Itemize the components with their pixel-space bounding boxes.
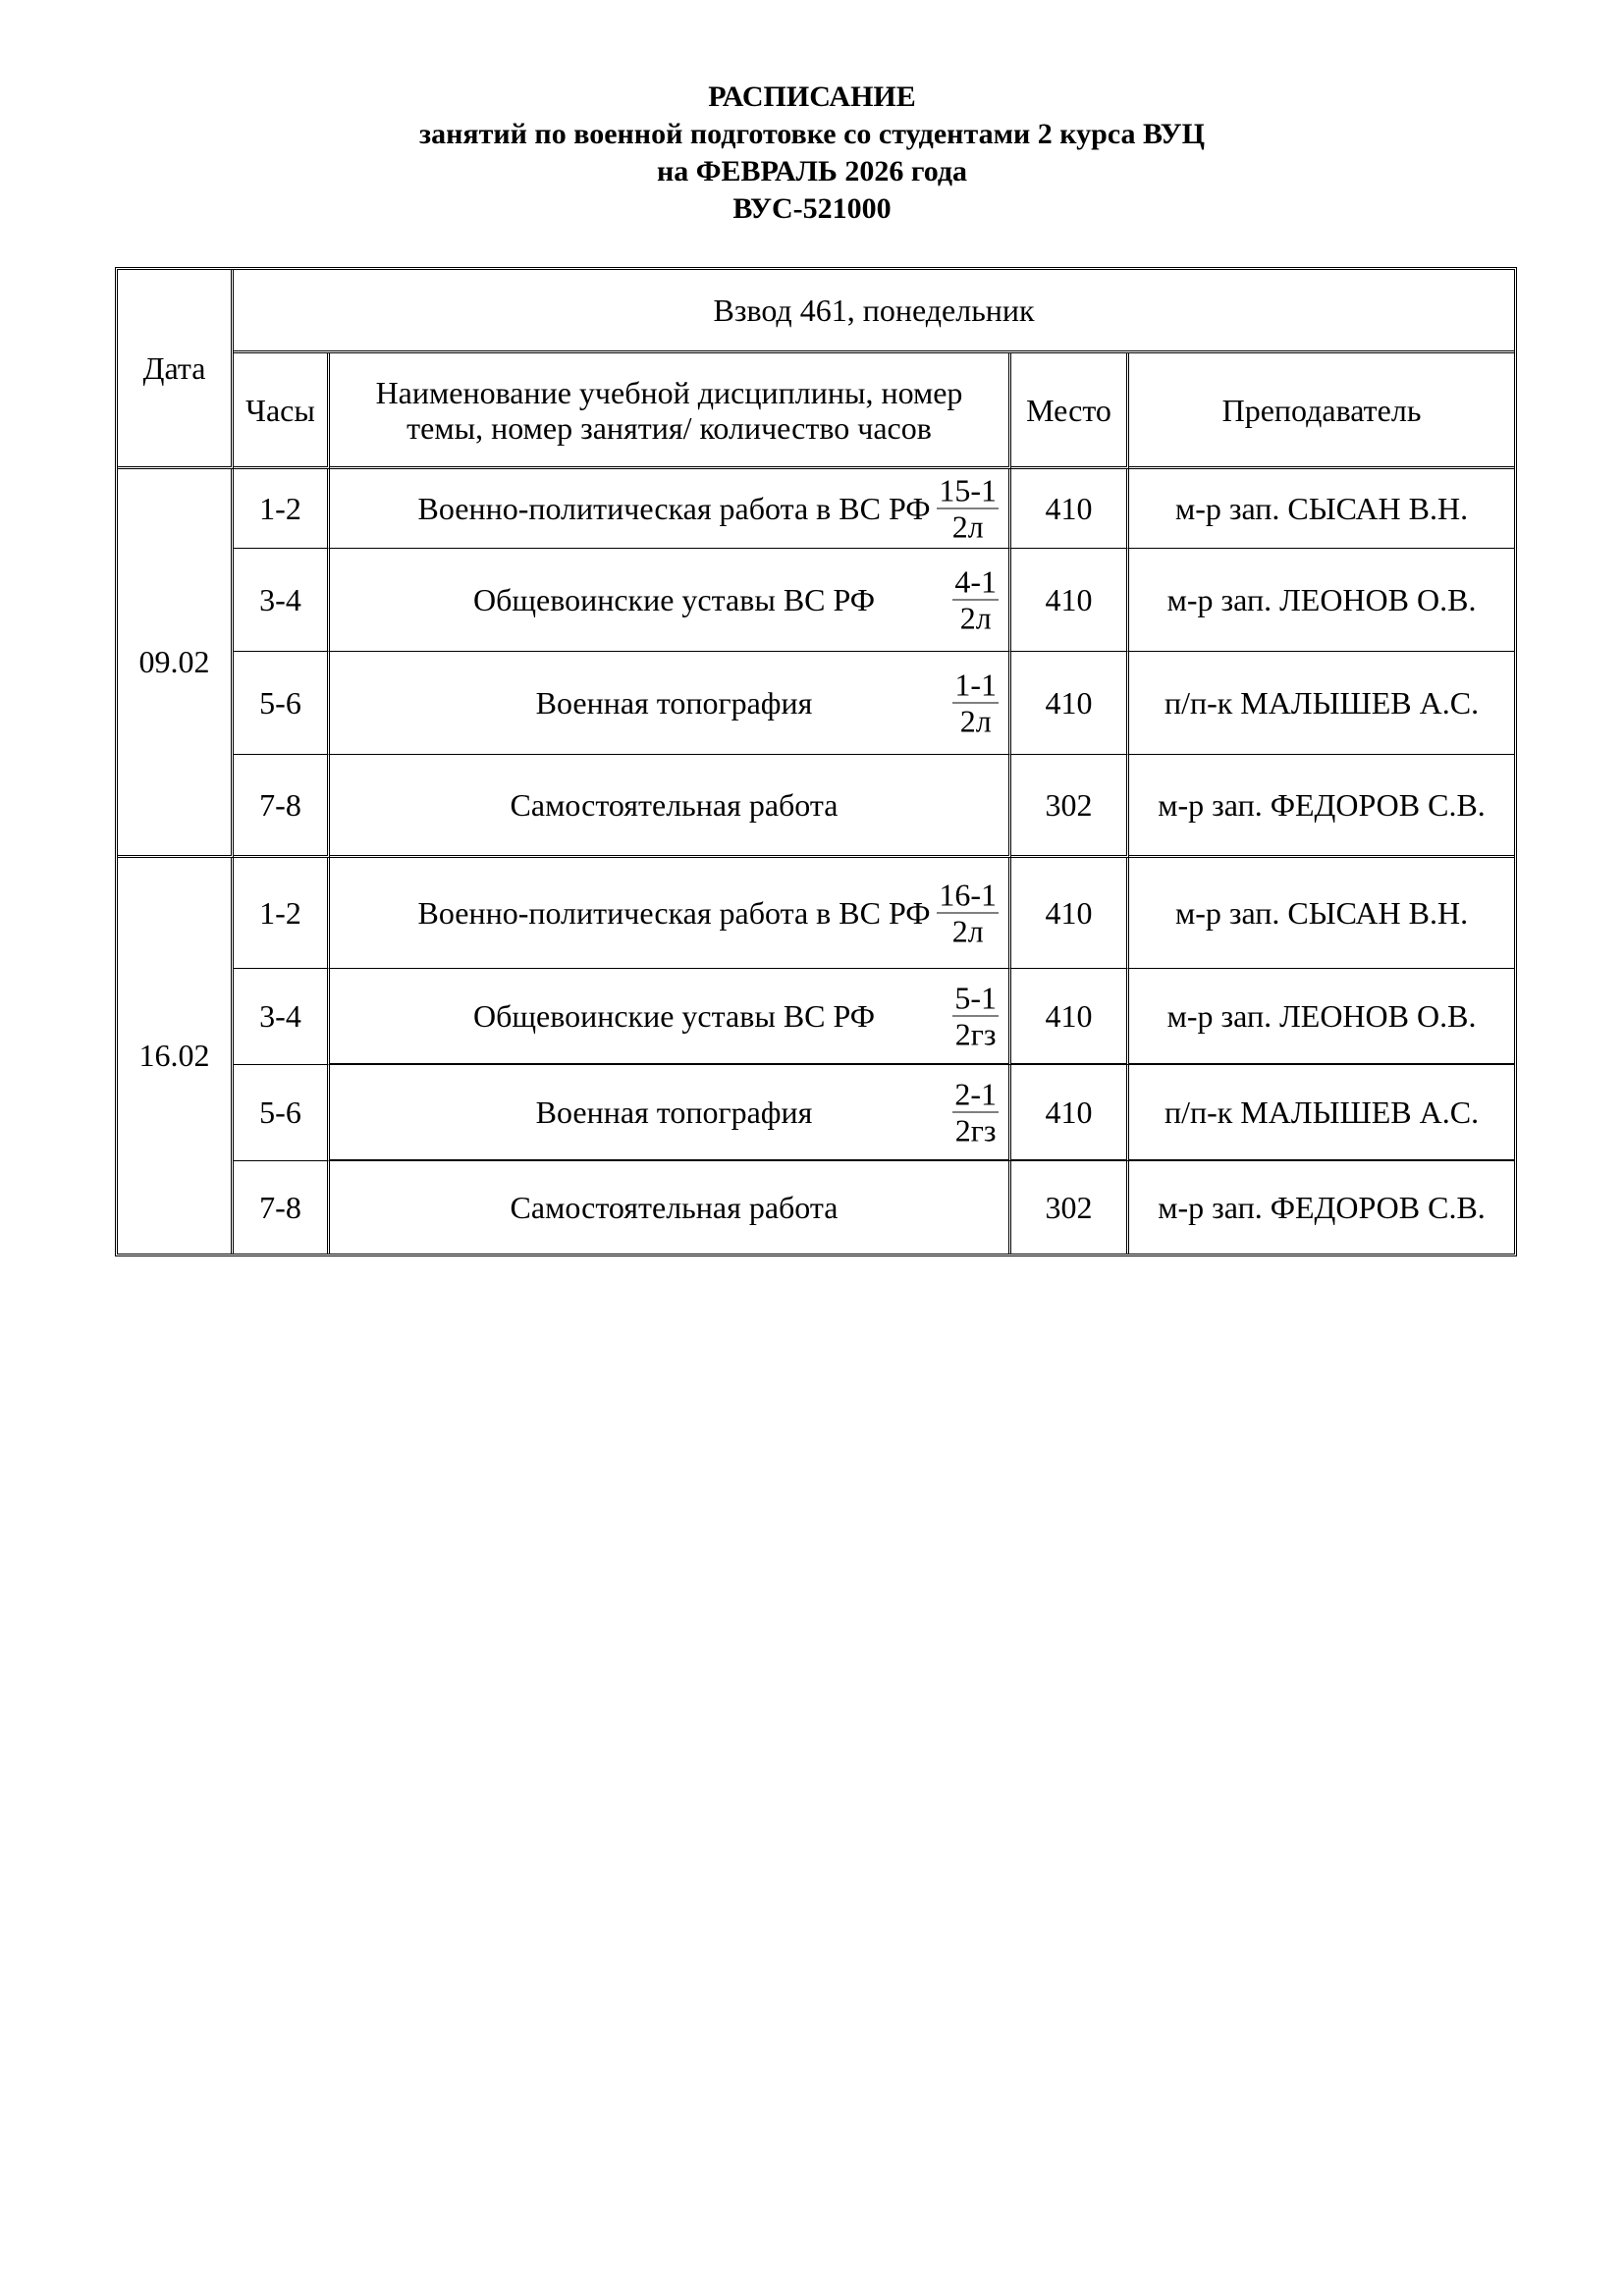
topic-number: 15-1 (939, 472, 997, 508)
subject-column-header: Наименование учебной дисциплины, номер темы, номер занятия/ количество часов (330, 353, 1011, 469)
hours-cell: 1-2 (234, 469, 330, 549)
hours-cell: 3-4 (234, 549, 330, 652)
topic-number: 5-1 (954, 980, 997, 1016)
subject-name: Военно-политическая работа в ВС РФ (417, 490, 931, 526)
subject-cell (330, 969, 1011, 1065)
subject-cell (330, 1161, 1011, 1254)
hours-amount: 2л (959, 703, 992, 739)
subject-cell (330, 652, 1011, 755)
place-cell: 410 (1011, 469, 1129, 549)
date-column-header: Дата (118, 270, 234, 469)
place-cell: 410 (1011, 652, 1129, 755)
hours-cell: 7-8 (234, 1161, 330, 1254)
hours-amount: 2гз (954, 1016, 997, 1052)
date-cell: 09.02 (118, 469, 234, 858)
date-cell: 16.02 (118, 858, 234, 1254)
topic-number: 1-1 (954, 667, 997, 703)
table-row (118, 652, 1514, 755)
document-header (0, 79, 1624, 228)
teacher-cell: м-р зап. СЫСАН В.Н. (1129, 858, 1514, 969)
subject-name: Военная топография (535, 1094, 813, 1130)
subject-name: Военная топография (535, 684, 813, 721)
subject-name: Самостоятельная работа (510, 786, 839, 823)
table-row (118, 858, 1514, 969)
hours-column-header: Часы (234, 353, 330, 469)
topic-fraction (952, 981, 999, 1052)
place-cell: 302 (1011, 1161, 1129, 1254)
subject-name: Военно-политическая работа в ВС РФ (417, 894, 931, 931)
doc-code: ВУС-521000 (732, 192, 892, 225)
place-cell: 410 (1011, 858, 1129, 969)
hours-cell: 3-4 (234, 969, 330, 1065)
teacher-cell: м-р зап. ЛЕОНОВ О.В. (1129, 549, 1514, 652)
teacher-cell: м-р зап. ФЕДОРОВ С.В. (1158, 1189, 1486, 1225)
platoon-header: Взвод 461, понедельник (234, 270, 1514, 353)
place-cell: 302 (1011, 755, 1129, 858)
topic-fraction (937, 473, 999, 545)
place-cell: 410 (1011, 549, 1129, 652)
teacher-cell: м-р зап. ЛЕОНОВ О.В. (1129, 969, 1514, 1065)
doc-title: РАСПИСАНИЕ (708, 80, 916, 113)
topic-fraction (952, 564, 999, 636)
hours-cell: 7-8 (234, 755, 330, 858)
schedule-table (115, 267, 1517, 1256)
hours-amount: 2л (951, 913, 984, 949)
table-row (118, 469, 1514, 549)
table-row (118, 1065, 1514, 1161)
topic-number: 2-1 (954, 1076, 997, 1112)
topic-number: 16-1 (939, 877, 997, 913)
doc-subtitle: занятий по военной подготовке со студентами 2 курса ВУЦ (419, 118, 1205, 150)
place-column-header: Место (1011, 353, 1129, 469)
subject-cell (330, 549, 1011, 652)
subject-name: Самостоятельная работа (510, 1189, 839, 1225)
hours-cell: 5-6 (234, 1065, 330, 1161)
subject-cell (330, 1065, 1011, 1161)
subject-cell (330, 755, 1011, 858)
teacher-cell: п/п-к МАЛЫШЕВ А.С. (1129, 1065, 1514, 1161)
subject-cell (330, 469, 1011, 549)
hours-amount: 2л (959, 600, 992, 636)
subject-cell (330, 858, 1011, 969)
table-row (118, 549, 1514, 652)
place-cell: 410 (1011, 969, 1129, 1065)
hours-amount: 2гз (954, 1112, 997, 1148)
hours-cell: 5-6 (234, 652, 330, 755)
place-cell: 410 (1011, 1065, 1129, 1161)
teacher-cell: м-р зап. СЫСАН В.Н. (1129, 469, 1514, 549)
subject-name: Общевоинские уставы ВС РФ (472, 997, 876, 1034)
table-row (118, 755, 1514, 858)
hours-cell: 1-2 (234, 858, 330, 969)
topic-number: 4-1 (954, 563, 997, 600)
hours-amount: 2л (951, 508, 984, 545)
topic-fraction (952, 667, 999, 739)
teacher-cell: п/п-к МАЛЫШЕВ А.С. (1129, 652, 1514, 755)
topic-fraction (952, 1077, 999, 1148)
topic-fraction (937, 878, 999, 949)
doc-period: на ФЕВРАЛЬ 2026 года (656, 155, 968, 187)
subject-name: Общевоинские уставы ВС РФ (472, 581, 876, 617)
teacher-cell: м-р зап. ФЕДОРОВ С.В. (1129, 755, 1514, 858)
table-row (118, 1161, 1514, 1254)
teacher-column-header: Преподаватель (1129, 353, 1514, 469)
table-row (118, 969, 1514, 1065)
